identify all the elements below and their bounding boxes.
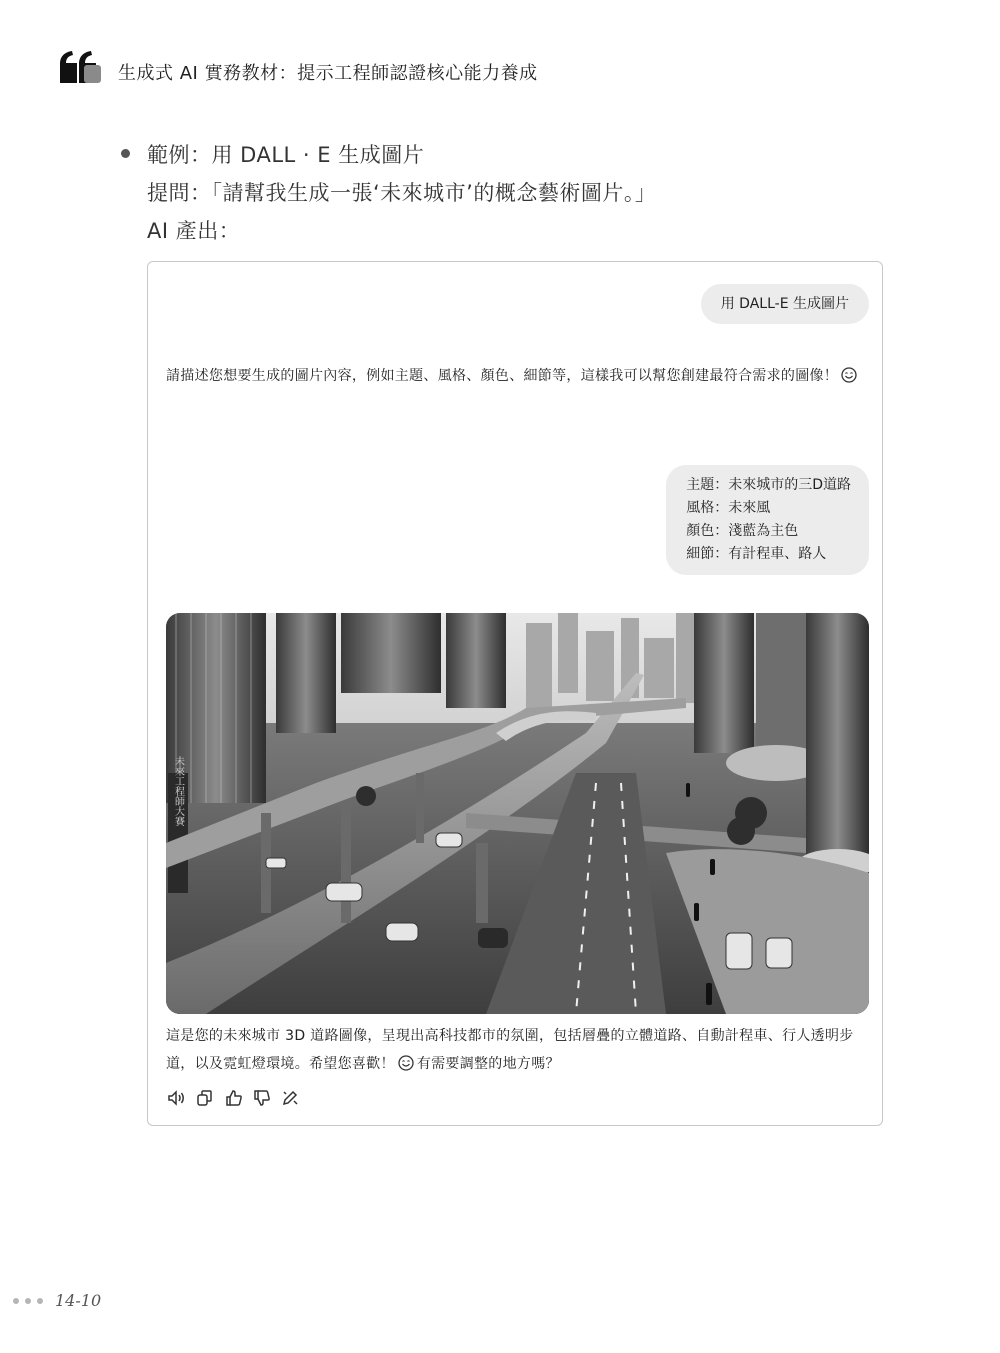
copy-icon[interactable] xyxy=(195,1088,215,1108)
edit-pen-icon[interactable] xyxy=(280,1088,300,1108)
page-number: 14-10 xyxy=(55,1291,102,1310)
example-output-label: AI 產出： xyxy=(147,219,241,243)
building-sign-text: 未來工程師大賽 xyxy=(172,756,184,826)
example-title: 範例：用 DALL · E 生成圖片 xyxy=(147,143,425,167)
detail-line-color: 顏色：淺藍為主色 xyxy=(686,523,799,539)
futuristic-city-image xyxy=(166,613,869,1014)
ai-reply-message xyxy=(166,362,866,390)
thumbs-down-icon[interactable] xyxy=(252,1088,272,1108)
smile-emoji-icon xyxy=(398,1055,414,1071)
user-detail-bubble xyxy=(666,465,869,575)
ai-result-message xyxy=(166,1022,871,1078)
example-prompt: 提問：「請幫我生成一張‘未來城市’的概念藝術圖片。」 xyxy=(147,181,657,205)
user-message-bubble: 用 DALL-E 生成圖片 xyxy=(701,284,869,324)
detail-line-subject: 主題：未來城市的三D道路 xyxy=(686,477,851,493)
detail-line-details: 細節：有計程車、路人 xyxy=(686,546,827,562)
thumbs-up-icon[interactable] xyxy=(224,1088,244,1108)
chat-screenshot xyxy=(147,261,883,1126)
detail-line-style: 風格：未來風 xyxy=(686,500,771,516)
speaker-icon[interactable] xyxy=(166,1088,186,1108)
ai-reply-text: 請描述您想要生成的圖片內容，例如主題、風格、顏色、細節等，這樣我可以幫您創建最符合需求的圖像！ xyxy=(166,368,839,384)
smile-emoji-icon xyxy=(841,367,857,383)
generated-city-image[interactable] xyxy=(166,613,869,1014)
ai-result-text: 這是您的未來城市 3D 道路圖像，呈現出高科技都市的氛圍，包括層疊的立體道路、自動計程車、行人透明步道，以及霓虹燈環境。希望您喜歡！ xyxy=(166,1028,854,1072)
bullet-dot xyxy=(121,149,130,158)
quote-icon xyxy=(58,50,102,84)
page-header-title: 生成式 AI 實務教材：提示工程師認證核心能力養成 xyxy=(118,63,538,84)
ai-result-question: 有需要調整的地方嗎？ xyxy=(416,1056,560,1072)
